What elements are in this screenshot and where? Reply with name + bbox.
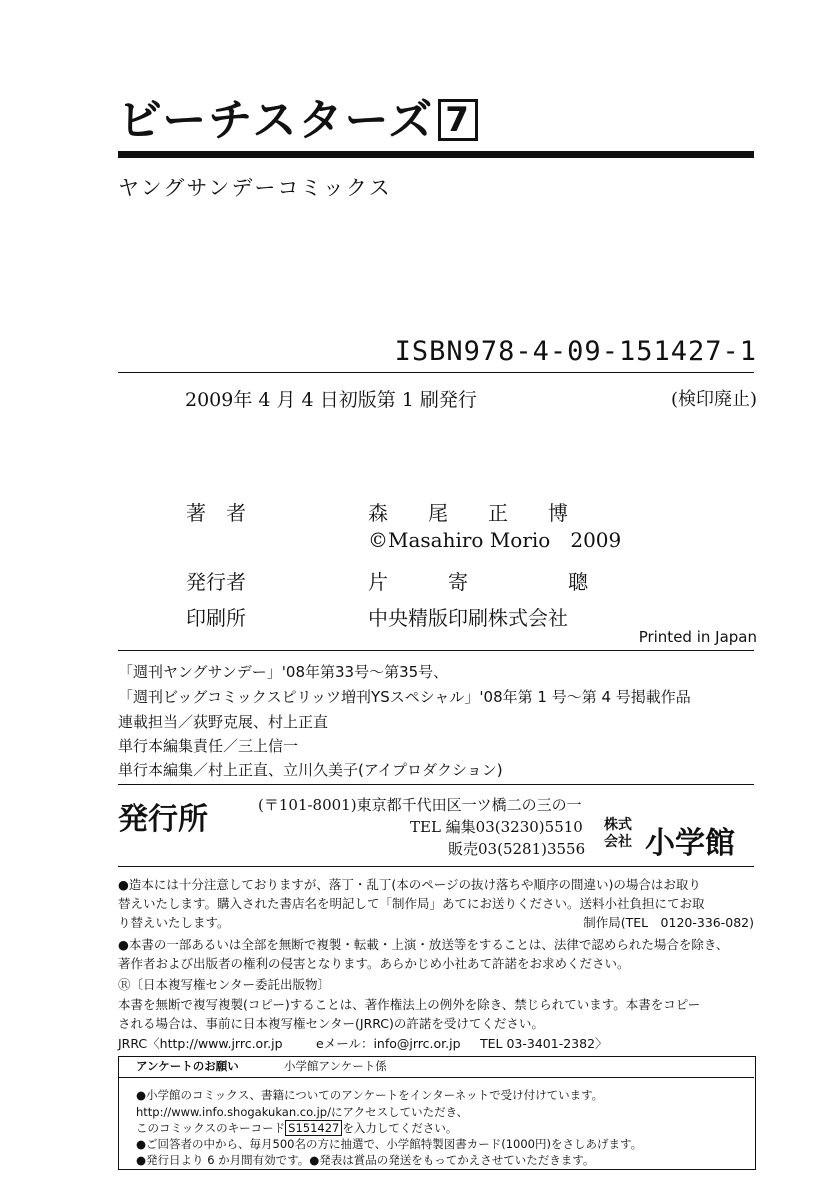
publisher-name: 片 寄 聰 <box>368 570 588 594</box>
author-name: 森 尾 正 博 <box>368 501 568 525</box>
magazine-line-2: 「週刊ビッグコミックスピリッツ増刊YSスペシャル」'08年第 1 号〜第 4 号掲載作品 <box>118 688 691 706</box>
note-1d: 制作局(TEL 0120-336-082) <box>583 915 754 930</box>
title-text: ビーチスターズ <box>118 95 435 146</box>
note-1c: り替えいたします。 <box>118 915 230 930</box>
publisher-office-label: 発行所 <box>118 802 208 837</box>
book-editor: 単行本編集／村上正直、立川久美子(アイプロダクション) <box>118 761 503 779</box>
isbn-rule <box>118 372 754 373</box>
publisher-address: (〒101-8001)東京都千代田区一ツ橋二の三の一 <box>258 796 582 814</box>
note-1a: ●造本には十分注意しておりますが、落丁・乱丁(本のページの抜け落ちや順序の間違い)の場合はお取り <box>118 877 701 892</box>
survey-line-3-pre: このコミックスのキーコード <box>136 1121 286 1135</box>
author-label: 著 者 <box>186 501 246 525</box>
publisher-label: 発行者 <box>186 570 246 594</box>
tel-sales: 販売03(5281)3556 <box>448 840 586 858</box>
note-3a: 本書を無断で複写複製(コピー)することは、著作権法上の例外を除き、禁じられています。本書をコピー <box>118 997 701 1012</box>
survey-line-5: ●発行日より 6 か月間有効です。●発表は賞品の発送をもってかえさせていただきます。 <box>136 1153 595 1167</box>
survey-line-2: http://www.info.shogakukan.co.jp/にアクセスしていただき、 <box>136 1105 469 1119</box>
survey-title: アンケートのお願い <box>136 1059 239 1073</box>
magazine-rule <box>118 784 754 785</box>
copyright-line: ©Masahiro Morio 2009 <box>368 528 622 552</box>
title-rule <box>118 151 754 158</box>
series-name: ヤングサンデーコミックス <box>118 176 392 200</box>
note-3b: される場合は、事前に日本複写権センター(JRRC)の許諾を受けてください。 <box>118 1016 544 1031</box>
credits-rule <box>118 650 754 651</box>
shogakukan-logo: 小学館 <box>645 826 735 861</box>
note-3-title: Ⓡ〔日本複写権センター委託出版物〕 <box>118 977 331 992</box>
book-title <box>118 84 478 148</box>
survey-line-3 <box>136 1120 457 1136</box>
volume-number: 7 <box>438 99 478 141</box>
survey-line-3-post: を入力してください。 <box>342 1121 458 1135</box>
jrrc-tel: TEL 03-3401-2382〉 <box>480 1036 608 1051</box>
publication-date: 2009年 4 月 4 日初版第 1 刷発行 <box>185 389 477 411</box>
survey-line-4: ●ご回答者の中から、毎月500名の方に抽選で、小学館特製図書カード(1000円)をさしあげます。 <box>136 1137 643 1151</box>
jrrc-url: JRRC〈http://www.jrrc.or.jp <box>118 1036 283 1051</box>
serial-editor: 連載担当／荻野克展、村上正直 <box>118 713 329 731</box>
publisher-rule <box>118 866 754 867</box>
note-2a: ●本書の一部あるいは全部を無断で複製・転載・上演・放送等をすることは、法律で認められた場合を除き、 <box>118 937 729 952</box>
kaisha-text: 会社 <box>604 834 632 850</box>
survey-dept: 小学館アンケート係 <box>284 1059 387 1073</box>
book-editor-chief: 単行本編集責任／三上信一 <box>118 737 299 755</box>
note-2b: 著作者および出版者の権利の侵害となります。あらかじめ小社あて許諾をお求めください。 <box>118 956 630 971</box>
printer-label: 印刷所 <box>186 606 246 630</box>
survey-line-1: ●小学館のコミックス、書籍についてのアンケートをインターネットで受け付けています。 <box>136 1088 604 1102</box>
printer-name: 中央精版印刷株式会社 <box>368 606 568 630</box>
jrrc-mail: eメール：info@jrrc.or.jp <box>316 1036 461 1051</box>
survey-header-rule <box>118 1077 754 1078</box>
key-code: S151427 <box>285 1120 342 1136</box>
note-1b: 替えいたします。購入された書店名を明記して「制作局」あてにお送りください。送料小社負担にてお取 <box>118 896 705 911</box>
seal-note: (検印廃止) <box>670 389 757 410</box>
printed-in-japan: Printed in Japan <box>638 628 757 646</box>
isbn: ISBN978-4-09-151427-1 <box>394 336 757 367</box>
tel-edit: TEL 編集03(3230)5510 <box>410 818 583 836</box>
kabushiki-kaisha <box>604 817 632 851</box>
magazine-line-1: 「週刊ヤングサンデー」'08年第33号〜第35号、 <box>118 663 449 681</box>
kabushiki-text: 株式 <box>604 817 632 833</box>
